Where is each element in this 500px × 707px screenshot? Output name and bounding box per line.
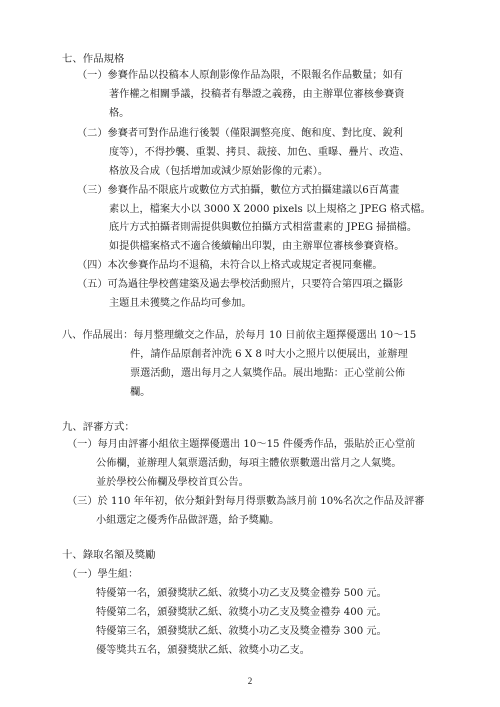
sec7-item5-line2: 主題且未獲獎之作品均可參加。 xyxy=(109,298,252,309)
section-8-line4: 欄。 xyxy=(130,387,151,398)
sec9-item1-line1: （一）每月由評審小組依主題擇優選出 10～15 件優秀作品，張貼於正心堂前 xyxy=(67,439,416,450)
sec7-item3-line2: 素以上，檔案大小以 3000 X 2000 pixels 以上規格之 JPEG 格式檔。 xyxy=(109,204,431,215)
prize-first: 特優第一名，頒發獎狀乙紙、敘獎小功乙支及獎金禮券 500 元。 xyxy=(96,588,387,599)
sec7-item2-line1: （二）參賽者可對作品進行後製（僅限調整亮度、飽和度、對比度、銳利 xyxy=(77,128,403,139)
section-8-line1: 八、作品展出：每月整理繳交之作品，於每月 10 日前依主題擇優選出 10～15 xyxy=(62,330,417,341)
sec7-item2-line3: 格放及合成（包括增加或減少原始影像的元素）。 xyxy=(109,166,329,177)
sec7-item3-line4: 如提供檔案格式不適合後續輸出印製，由主辦單位審核參賽資格。 xyxy=(109,241,405,252)
section-9-heading: 九、評審方式： xyxy=(62,421,135,433)
prize-excellence: 優等獎共五名，頒發獎狀乙紙、敘獎小功乙支。 xyxy=(96,645,310,656)
sec9-item1-line2: 公佈欄，並辦理人氣票選活動，每項主體依票數選出當月之人氣獎。 xyxy=(96,458,402,469)
section-7-heading: 七、作品規格 xyxy=(62,53,125,65)
sec7-item2-line2: 度等），不得抄襲、重製、拷貝、裁接、加色、重曝、疊片、改造、 xyxy=(109,147,410,158)
section-10-heading: 十、錄取名額及獎勵 xyxy=(62,549,156,561)
prize-second: 特優第二名，頒發獎狀乙紙、敘獎小功乙支及獎金禮券 400 元。 xyxy=(96,607,387,618)
sec7-item5-line1: （五）可為過往學校舊建築及過去學校活動照片，只要符合第四項之攝影 xyxy=(77,279,403,290)
page-number: 2 xyxy=(247,676,253,686)
section-8-line2: 件，請作品原創者沖洗 6 X 8 吋大小之照片以便展出，並辦理 xyxy=(130,349,408,360)
sec7-item3-line3: 底片方式拍攝者則需提供與數位拍攝方式相當畫素的 JPEG 掃描檔。 xyxy=(109,222,418,233)
sec9-item2-line2: 小組選定之優秀作品做評選，給予獎勵。 xyxy=(96,515,280,526)
sec7-item3-line1: （三）參賽作品不限底片或數位方式拍攝，數位方式拍攝建議以6百萬畫 xyxy=(77,185,400,196)
sec7-item1-line2: 著作權之相關爭議，投稿者有舉證之義務，由主辦單位審核參賽資 xyxy=(109,89,405,100)
sec7-item4-line1: （四）本次參賽作品均不退稿，未符合以上格式或規定者視同棄權。 xyxy=(77,260,383,271)
sec9-item2-line1: （三）於 110 年年初，依分類針對每月得票數為該月前 10%名次之作品及評審 xyxy=(67,496,425,507)
prize-third: 特優第三名，頒發獎狀乙紙、敘獎小功乙支及獎金禮券 300 元。 xyxy=(96,626,387,637)
sec7-item1-line1: （一）參賽作品以投稿本人原創影像作品為限，不限報名作品數量；如有 xyxy=(77,70,403,81)
sec7-item1-line3: 格。 xyxy=(109,108,130,119)
sec9-item1-line3: 並於學校公佈欄及學校首頁公告。 xyxy=(96,477,249,488)
section-8-line3: 票選活動，選出每月之人氣獎作品。展出地點：正心堂前公佈 xyxy=(130,368,406,379)
sec10-student-group: （一）學生組： xyxy=(67,569,139,580)
